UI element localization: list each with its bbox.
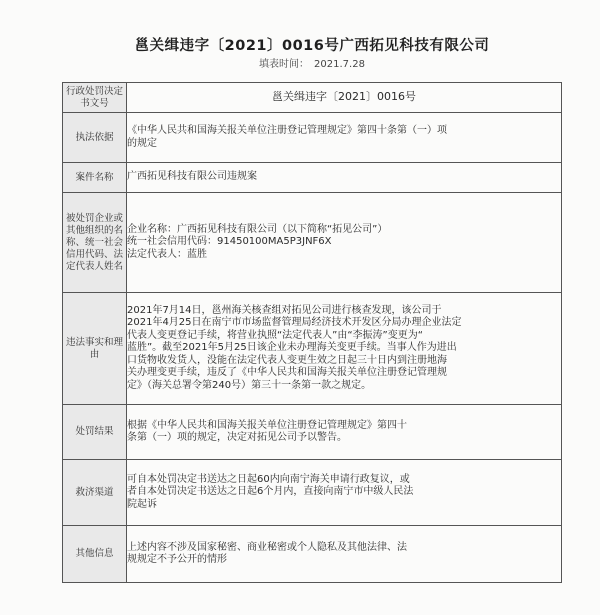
row-label-penalty-result: 处罚结果 [63, 405, 127, 460]
content-line: 者自本处罚决定书送达之日起6个月内，直接向南宁市中级人民法 [127, 486, 414, 498]
content-line: 统一社会信用代码：91450100MA5P3JNF6X [127, 236, 332, 248]
document-title: 邕关缉违字〔2021〕0016号广西拓见科技有限公司 [134, 38, 490, 54]
table-row [63, 526, 562, 583]
content-line: 关办理变更手续，违反了《中华人民共和国海关报关单位注册登记管理规 [127, 367, 447, 379]
content-line: 2021年7月14日，邕州海关核查组对拓见公司进行核查发现，该公司于 [127, 304, 442, 316]
table-row [63, 193, 562, 293]
content-line: 2021年4月25日在南宁市市场监督管理局经济技术开发区分局办理企业法定 [127, 317, 462, 329]
content-line: 法定代表人：蓝胜 [127, 248, 207, 260]
legal-basis-value [127, 113, 562, 163]
table-row [63, 460, 562, 526]
row-label-other-info: 其他信息 [63, 526, 127, 583]
table-row [63, 405, 562, 460]
table-row [63, 163, 562, 193]
content-line: 邕关缉违字〔2021〕0016号 [272, 90, 416, 104]
table-row [63, 83, 562, 113]
row-label-remedy-channels: 救济渠道 [63, 460, 127, 526]
row-label-case-name: 案件名称 [63, 163, 127, 193]
content-line: 规规定不予公开的情形 [127, 554, 227, 565]
row-label-penalized-entity: 被处罚企业或其他组织的名称、统一社会信用代码、法定代表人姓名 [63, 193, 127, 293]
remedy-channels-value [127, 460, 562, 526]
content-line: 广西拓见科技有限公司违规案 [127, 171, 257, 183]
table-row [63, 293, 562, 405]
row-label-facts-and-reasons: 违法事实和理由 [63, 293, 127, 405]
decision-number-value [127, 83, 562, 113]
penalized-entity-value [127, 193, 562, 293]
row-label-legal-basis: 执法依据 [63, 113, 127, 163]
content-line: 上述内容不涉及国家秘密、商业秘密或个人隐私及其他法律、法 [127, 541, 407, 553]
penalty-info-table [62, 82, 562, 583]
fill-date: 填表时间： 2021.7.28 [259, 59, 365, 70]
facts-and-reasons-value [127, 293, 562, 405]
content-line: 代表人变更登记手续，将营业执照“法定代表人”由“李振涛”变更为“ [127, 329, 423, 341]
content-line: 口货物收发货人，没能在法定代表人变更生效之日起三十日内到注册地海 [127, 354, 447, 366]
other-info-value [127, 526, 562, 583]
penalty-result-value [127, 405, 562, 460]
content-line: 根据《中华人民共和国海关报关单位注册登记管理规定》第四十 [127, 419, 407, 431]
content-line: 的规定 [127, 137, 157, 149]
content-line: 定》（海关总署令第240号）第三十一条第一款之规定。 [127, 379, 372, 391]
row-label-decision-number: 行政处罚决定书文号 [63, 83, 127, 113]
content-line: 企业名称：广西拓见科技有限公司（以下简称“拓见公司”） [127, 223, 388, 235]
content-line: 蓝胜”。截至2021年5月25日该企业未办理海关变更手续。当事人作为进出 [127, 342, 457, 354]
content-line: 《中华人民共和国海关报关单位注册登记管理规定》第四十条第（一）项 [127, 125, 447, 136]
content-line: 院起诉 [127, 498, 157, 510]
case-name-value [127, 163, 562, 193]
content-line: 条第（一）项的规定，决定对拓见公司予以警告。 [127, 432, 347, 443]
content-line: 可自本处罚决定书送达之日起60内向南宁海关申请行政复议，或 [127, 473, 410, 485]
table-row [63, 113, 562, 163]
